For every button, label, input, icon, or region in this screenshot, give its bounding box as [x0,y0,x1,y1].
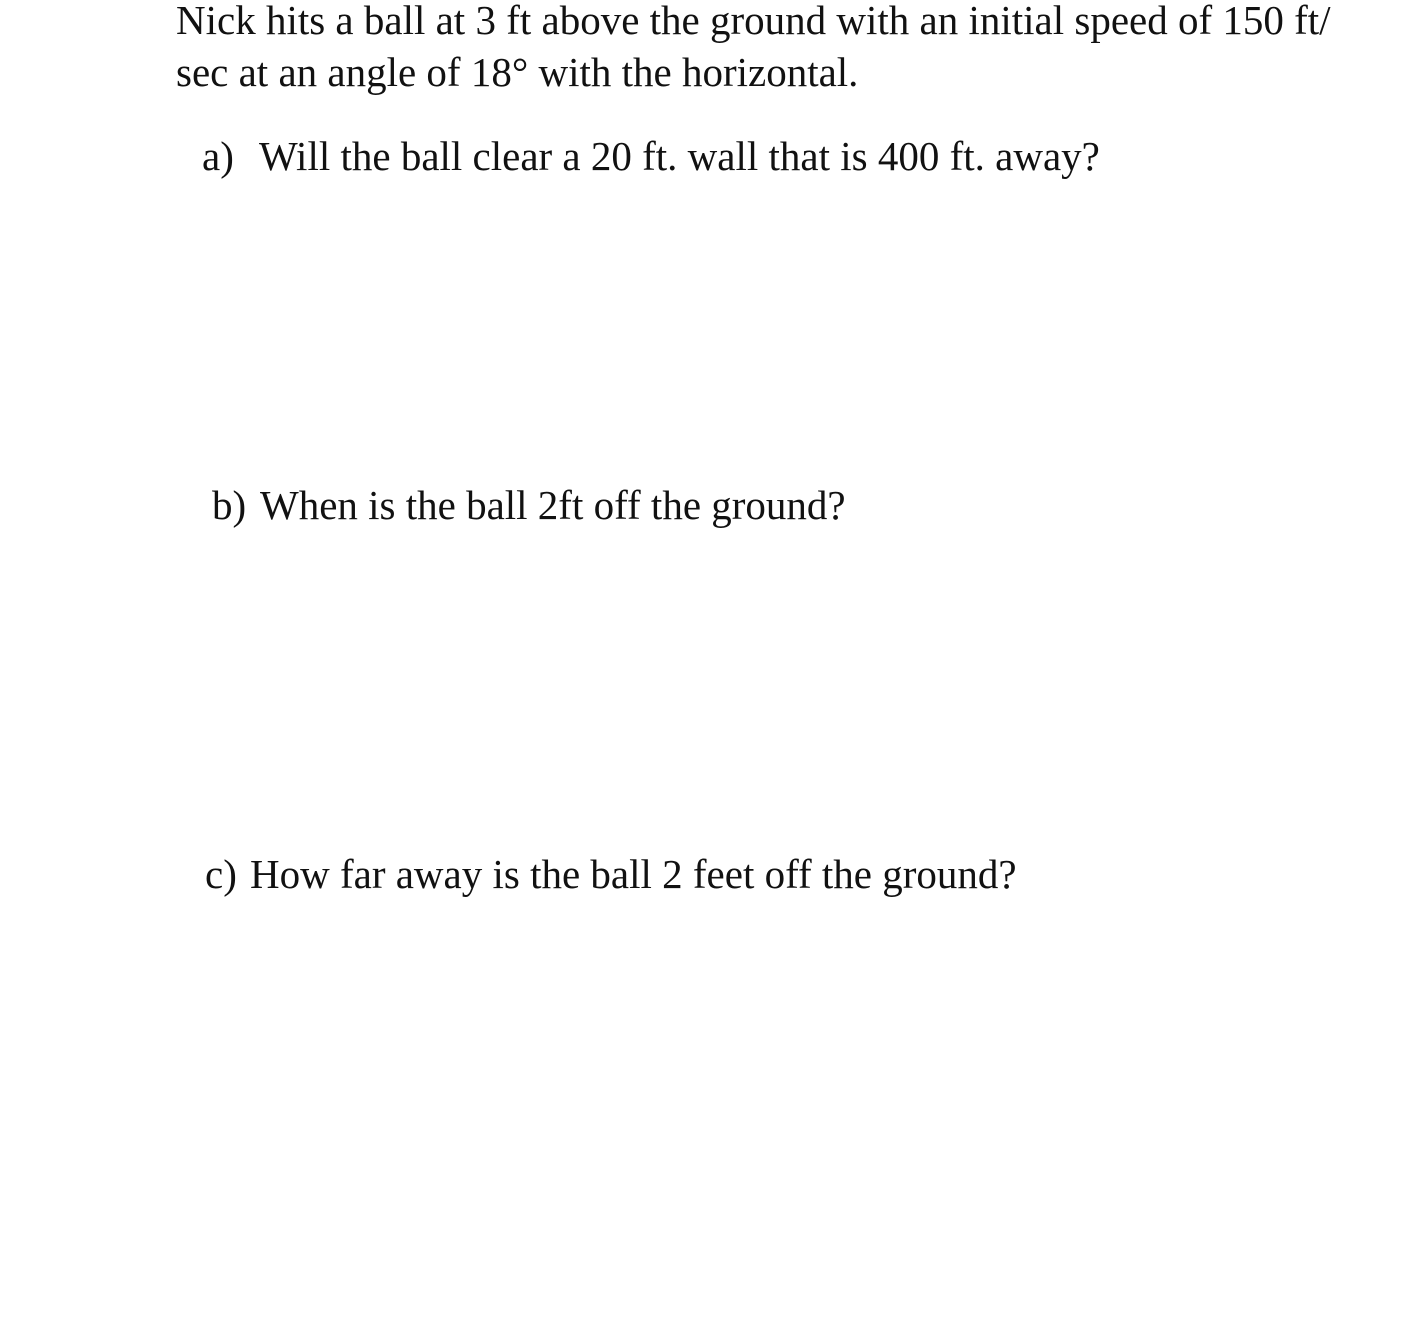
question-b-label: b) [212,482,247,528]
problem-statement [176,0,1412,98]
question-c-label: c) [205,851,237,897]
question-c-text: How far away is the ball 2 feet off the ground? [250,851,1017,897]
problem-statement-line-1: Nick hits a ball at 3 ft above the ground with an initial speed of 150 ft/ [176,0,1331,43]
question-c [205,848,1017,900]
question-b [212,479,846,531]
question-a [202,130,1100,182]
question-b-text: When is the ball 2ft off the ground? [260,482,846,528]
question-a-text: Will the ball clear a 20 ft. wall that is 400 ft. away? [259,133,1100,179]
question-a-label: a) [202,133,234,179]
problem-statement-line-2: sec at an angle of 18° with the horizontal. [176,49,859,95]
